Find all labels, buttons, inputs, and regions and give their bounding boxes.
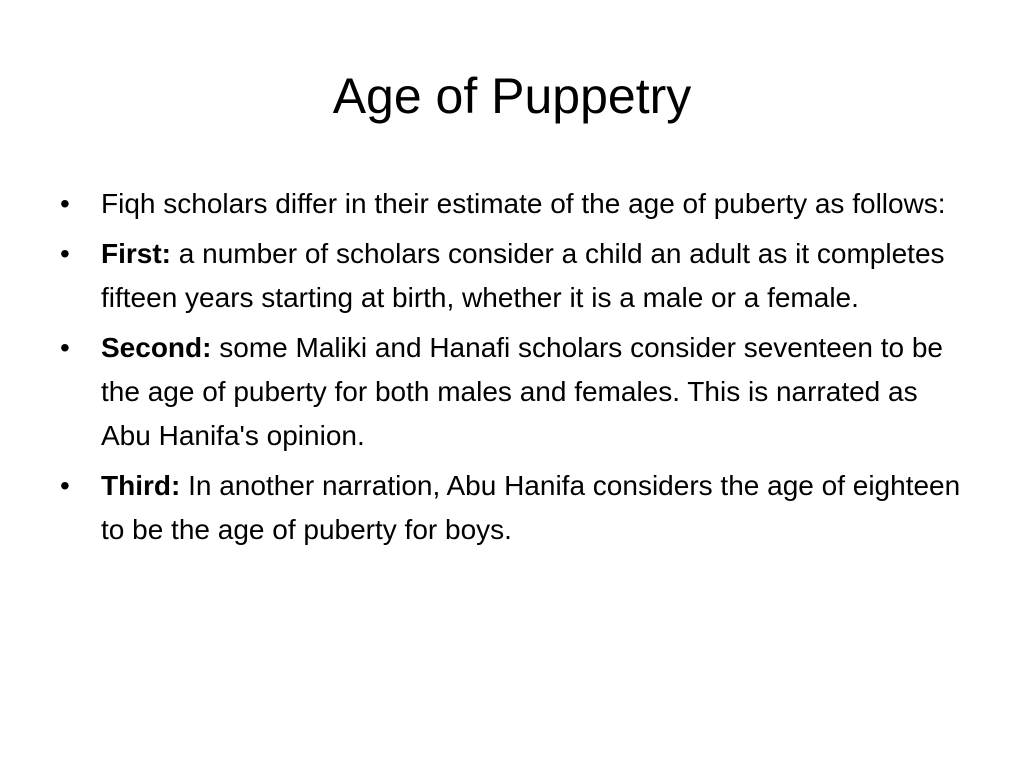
bullet-lead: First: [101, 238, 171, 269]
bullet-dot-icon: • [60, 470, 70, 501]
bullet-text: some Maliki and Hanafi scholars consider seventeen to be the age of puberty for both males and females. This is narrated as Abu Hanifa's opinion. [101, 332, 943, 451]
bullet-text: Fiqh scholars differ in their estimate of the age of puberty as follows: [101, 188, 946, 219]
bullet-dot-icon: • [60, 238, 70, 269]
bullet-item-intro [60, 182, 970, 226]
bullet-lead: Third: [101, 470, 181, 501]
slide-title: Age of Puppetry [332, 68, 692, 124]
bullet-lead: Second: [101, 332, 212, 363]
bullet-item-second [60, 326, 970, 458]
bullet-dot-icon: • [60, 188, 70, 219]
bullet-dot-icon: • [60, 332, 70, 363]
bullet-item-first [60, 232, 970, 320]
bullet-list [60, 182, 970, 558]
bullet-text: In another narration, Abu Hanifa considers the age of eighteen to be the age of puberty for boys. [101, 470, 961, 545]
bullet-text: a number of scholars consider a child an adult as it completes fifteen years starting at birth, whether it is a male or a female. [101, 238, 945, 313]
bullet-item-third [60, 464, 970, 552]
